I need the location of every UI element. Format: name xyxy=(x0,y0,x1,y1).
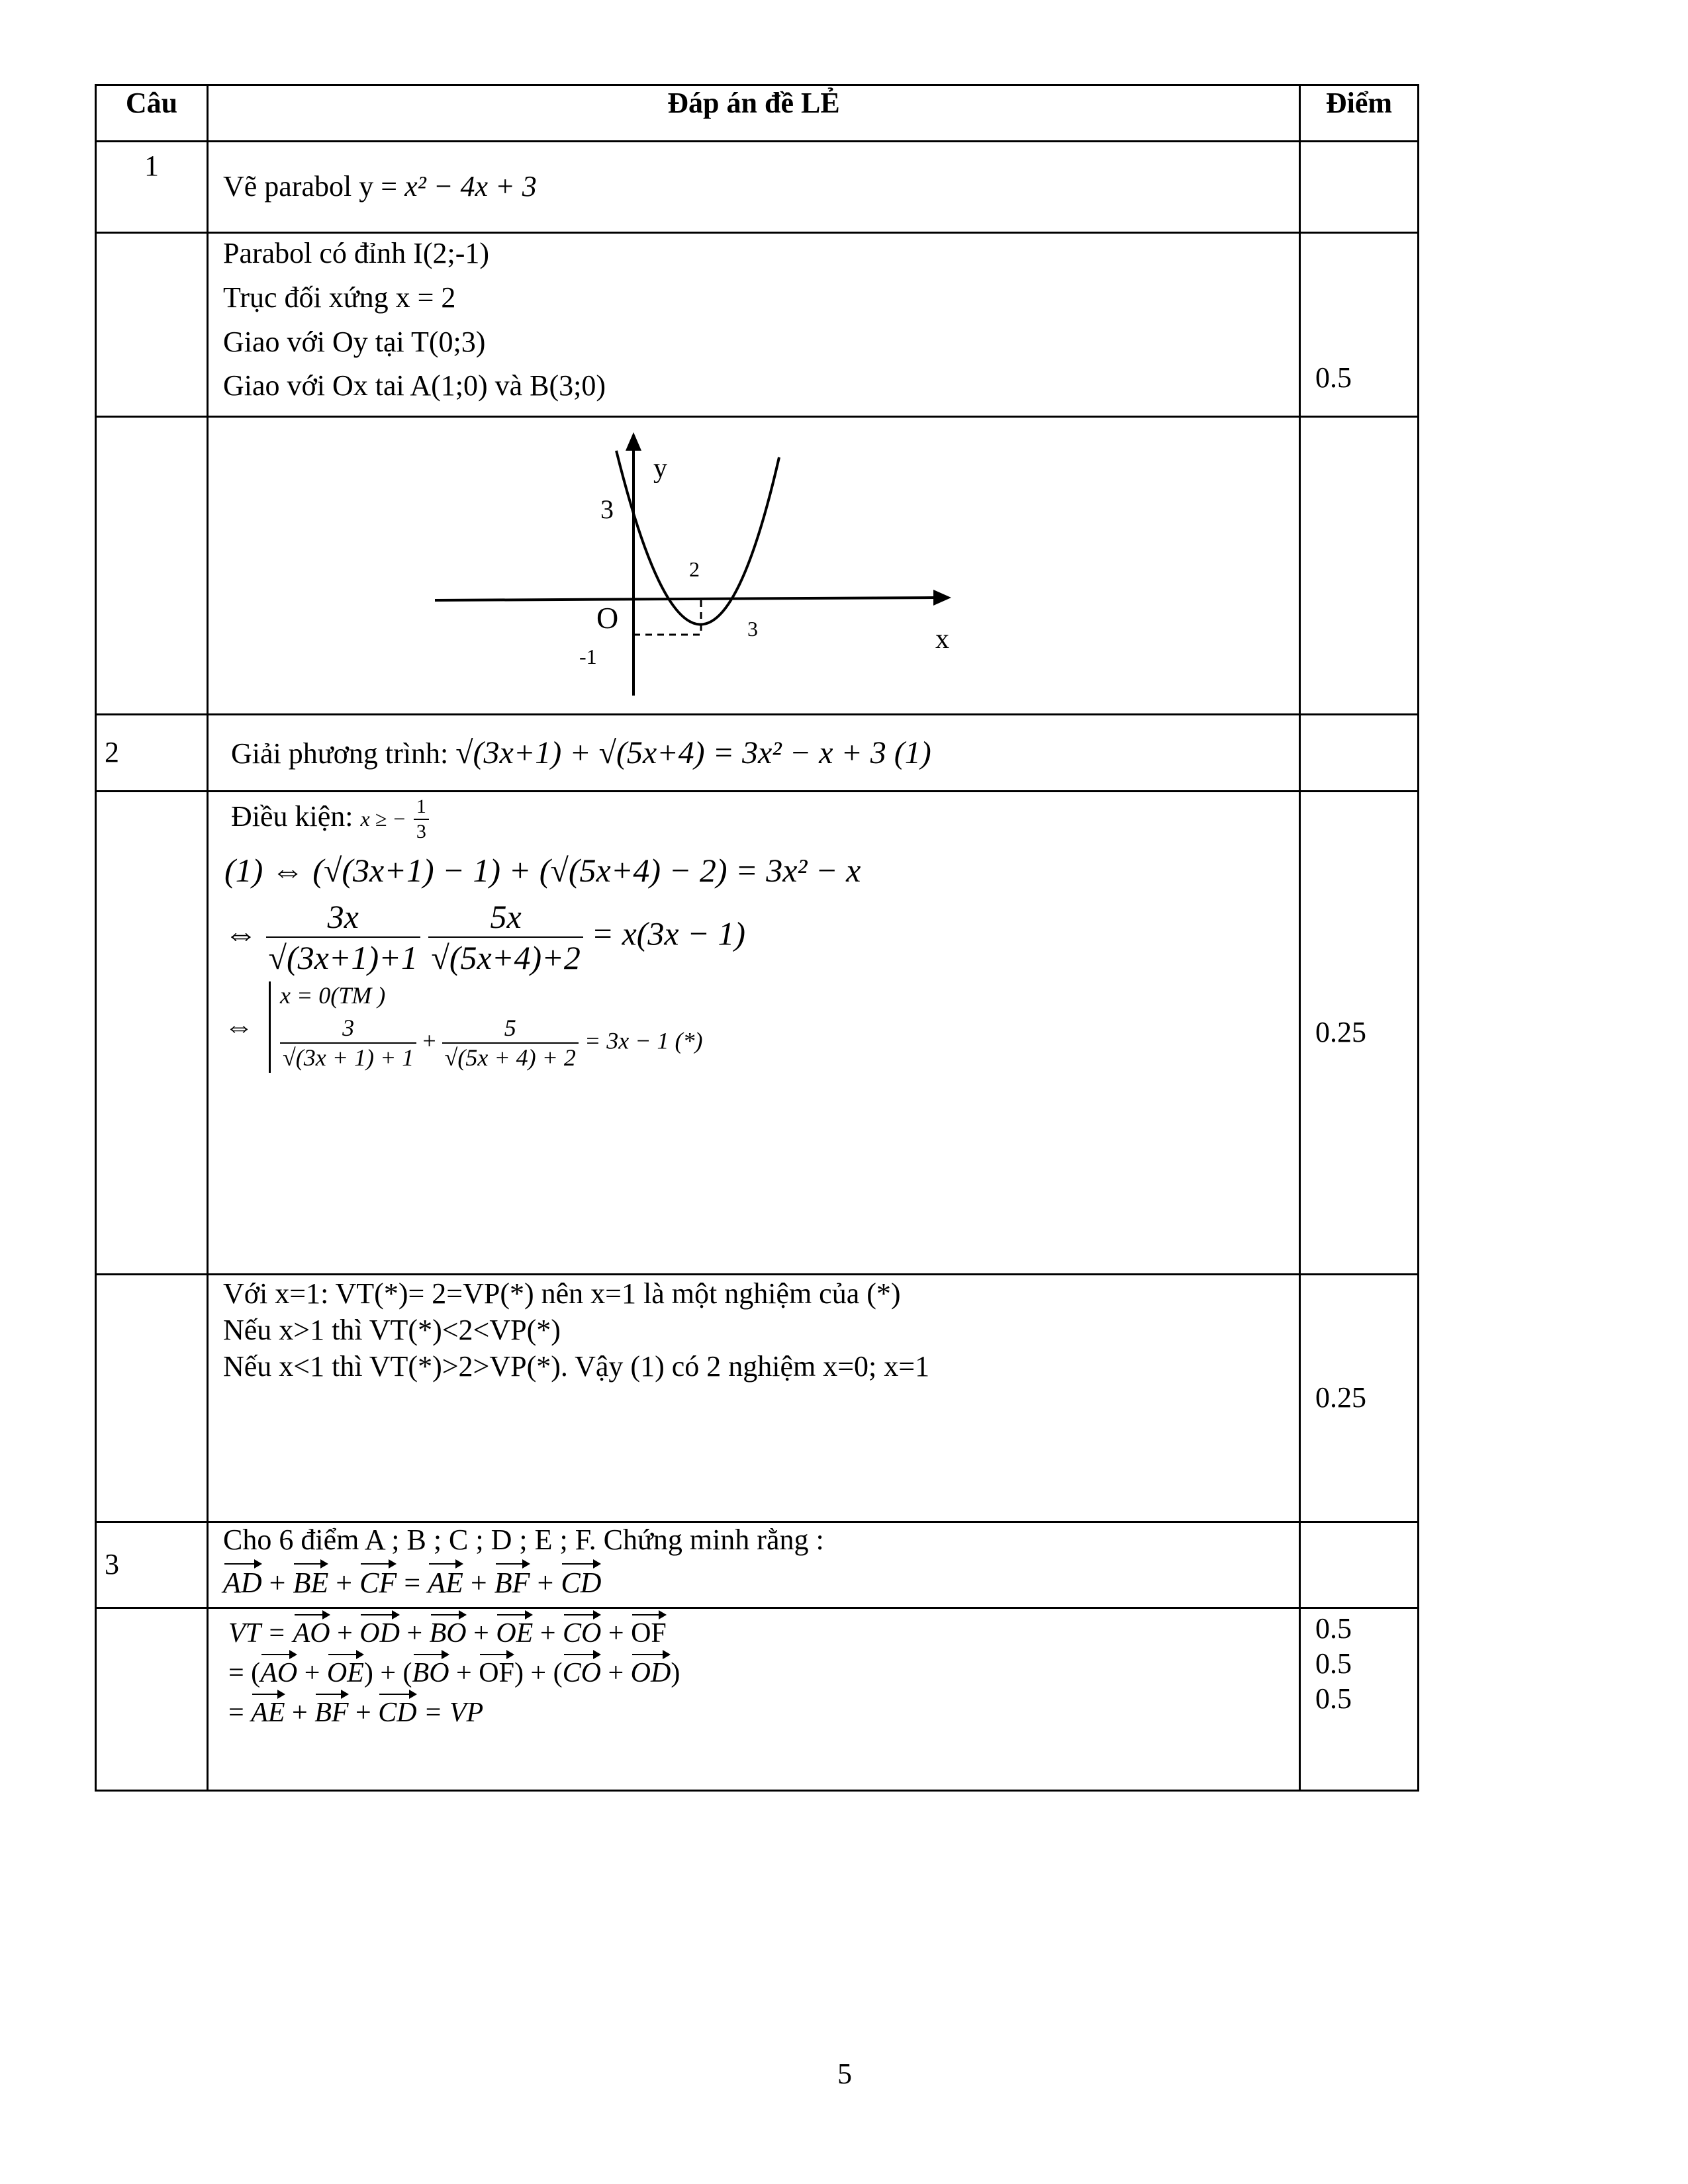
q1-number: 1 xyxy=(96,142,208,233)
vec-bo-2: BO xyxy=(412,1649,449,1688)
tick-neg1: -1 xyxy=(579,645,597,668)
header-diem: Điểm xyxy=(1300,85,1419,142)
q2-step3-frac2-den: √(5x + 4) + 2 xyxy=(444,1044,576,1071)
vec-bf-2: BF xyxy=(314,1688,348,1728)
q1-line-axis: Trục đối xứng x = 2 xyxy=(223,281,456,314)
vec-ad: AD xyxy=(223,1558,262,1599)
q2-condition-fraction xyxy=(414,795,429,844)
q2-step2: ⇔ $\frac{3x}{√(3x+1)+1}$ $\frac{5x}{√(5x+4)+2}$ = x(3x − 1) xyxy=(224,898,746,976)
q2-step3-frac1 xyxy=(280,1014,416,1072)
q1-properties-row xyxy=(96,233,1419,417)
header-dap-an: Đáp án đề LẺ xyxy=(208,85,1300,142)
q2-number: 2 xyxy=(96,715,208,792)
q2-step3-frac2-num: 5 xyxy=(442,1014,579,1044)
vec-ae: AE xyxy=(428,1558,463,1599)
q1-title-row xyxy=(96,142,1419,233)
q1-score: 0.5 xyxy=(1300,233,1419,417)
q2-step3-system: x = 0(TM ) $\frac{3}{√(3x + 1) + 1}$ + $\frac{5}{√(5x + 4) + 2}$ = 3x − 1 (*) xyxy=(269,981,702,1073)
q2-step3-frac2 xyxy=(442,1014,579,1072)
q3-score-3: 0.5 xyxy=(1315,1682,1352,1715)
q3-proof-line2: = (AO + OE) + (BO + OF) + (CO + OD) xyxy=(228,1649,1299,1688)
vec-ao: AO xyxy=(293,1609,330,1649)
q2-step2-frac2 xyxy=(428,897,583,978)
parabol-graph xyxy=(209,418,1301,713)
vec-of-2: OF xyxy=(479,1649,514,1688)
vec-ao-2: AO xyxy=(260,1649,297,1688)
vec-cd-2: CD xyxy=(378,1688,416,1728)
vec-be: BE xyxy=(293,1558,328,1599)
q3-score-2: 0.5 xyxy=(1315,1647,1352,1680)
vec-od-2: OD xyxy=(631,1649,671,1688)
vec-bf: BF xyxy=(494,1558,530,1599)
header-row xyxy=(96,85,1419,142)
q2-step3-rhs: = 3x − 1 (*) xyxy=(584,1027,703,1054)
q1-graph-row xyxy=(96,417,1419,715)
q3-proof-line1: VT = AO + OD + BO + OE + CO + OF xyxy=(228,1609,1299,1649)
vec-cf: CF xyxy=(359,1558,397,1599)
q3-score-1: 0.5 xyxy=(1315,1612,1352,1645)
q2-conclusion-row xyxy=(96,1275,1419,1522)
vec-of: OF xyxy=(631,1609,667,1649)
q2-score-1: 0.25 xyxy=(1300,792,1419,1275)
q3-line3-end: = VP xyxy=(424,1698,484,1729)
vec-od: OD xyxy=(359,1609,400,1649)
page-number: 5 xyxy=(837,2058,852,2090)
q2-conclusion-line3: Nếu x<1 thì VT(*)>2>VP(*). Vậy (1) có 2 nghiệm x=0; x=1 xyxy=(223,1350,930,1383)
q2-step3-line1: x = 0(TM ) xyxy=(280,982,386,1009)
q1-title-math: x² − 4x + 3 xyxy=(404,170,537,203)
x-tick-3: 3 xyxy=(747,617,758,641)
q3-proof-row xyxy=(96,1608,1419,1791)
q3-vector-equation: AD + BE + CF = AE + BF + CD xyxy=(223,1558,1299,1599)
q2-step2-rhs: = x(3x − 1) xyxy=(591,915,746,952)
q3-title: Cho 6 điểm A ; B ; C ; D ; E ; F. Chứng minh rằng : xyxy=(223,1524,824,1556)
q2-step2-frac2-den: √(5x+4)+2 xyxy=(431,939,581,976)
vec-oe: OE xyxy=(496,1609,533,1649)
x-axis xyxy=(435,598,933,600)
q1-line-vertex: Parabol có đỉnh I(2;-1) xyxy=(223,237,489,269)
vec-bo: BO xyxy=(430,1609,467,1649)
y-axis-arrow xyxy=(626,432,641,451)
y-label: y xyxy=(653,453,667,484)
vec-ae-2: AE xyxy=(251,1688,285,1728)
y-tick-3: 3 xyxy=(600,494,614,524)
q3-proof-line3: = AE + BF + CD = VP xyxy=(228,1688,1299,1728)
q2-title-equation: √(3x+1) + √(5x+4) = 3x² − x + 3 (1) xyxy=(455,735,931,770)
q2-step3-frac1-den: √(3x + 1) + 1 xyxy=(283,1044,414,1071)
q2-solution-row xyxy=(96,792,1419,1275)
q2-step2-frac1-num: 3x xyxy=(266,897,420,938)
q2-step2-frac1-den: √(3x+1)+1 xyxy=(268,939,418,976)
q3-line3-start: = xyxy=(228,1698,252,1729)
answer-table xyxy=(95,84,1419,1792)
q2-conclusion-line1: Với x=1: VT(*)= 2=VP(*) nên x=1 là một nghiệm của (*) xyxy=(223,1277,901,1310)
origin-label: O xyxy=(596,601,619,635)
vec-oe-2: OE xyxy=(327,1649,364,1688)
q2-step1: (1) ⇔ (√(3x+1) − 1) + (√(5x+4) − 2) = 3x² − x xyxy=(224,852,861,889)
vec-co: CO xyxy=(563,1609,601,1649)
q2-step2-frac1 xyxy=(266,897,420,978)
q1-line-ox: Giao với Ox tai A(1;0) và B(3;0) xyxy=(223,369,606,402)
tick-2: 2 xyxy=(689,557,700,581)
q3-line1-start: VT = xyxy=(228,1618,293,1649)
q2-title-row xyxy=(96,715,1419,792)
x-label: x xyxy=(935,624,949,655)
header-cau: Câu xyxy=(96,85,208,142)
q2-condition-frac-num: 1 xyxy=(414,795,429,820)
vec-co-2: CO xyxy=(563,1649,601,1688)
q1-title-text: Vẽ parabol y = xyxy=(223,170,405,203)
vec-cd: CD xyxy=(561,1558,601,1599)
q3-number: 3 xyxy=(96,1522,208,1608)
q3-title-row xyxy=(96,1522,1419,1608)
q2-condition-math: x ≥ − xyxy=(360,807,406,831)
q2-condition-text: Điều kiện: xyxy=(231,800,361,833)
q2-step3: ⇔ x = 0(TM ) $\frac{3}{√(3x + 1) + 1}$ + $\frac{5}{√(5x + 4) + 2}$ = 3x − 1 (*) xyxy=(224,981,1299,1073)
q3-line2-start: = ( xyxy=(228,1658,261,1689)
q2-condition-frac-den: 3 xyxy=(416,821,426,842)
x-axis-arrow xyxy=(933,590,951,606)
q1-line-oy: Giao với Oy tại T(0;3) xyxy=(223,325,486,358)
q2-conclusion-line2: Nếu x>1 thì VT(*)<2<VP(*) xyxy=(223,1314,561,1346)
q2-step3-frac1-num: 3 xyxy=(280,1014,416,1044)
q2-step2-frac2-num: 5x xyxy=(428,897,583,938)
q2-score-2: 0.25 xyxy=(1300,1275,1419,1522)
q2-title-text: Giải phương trình: xyxy=(231,737,456,770)
